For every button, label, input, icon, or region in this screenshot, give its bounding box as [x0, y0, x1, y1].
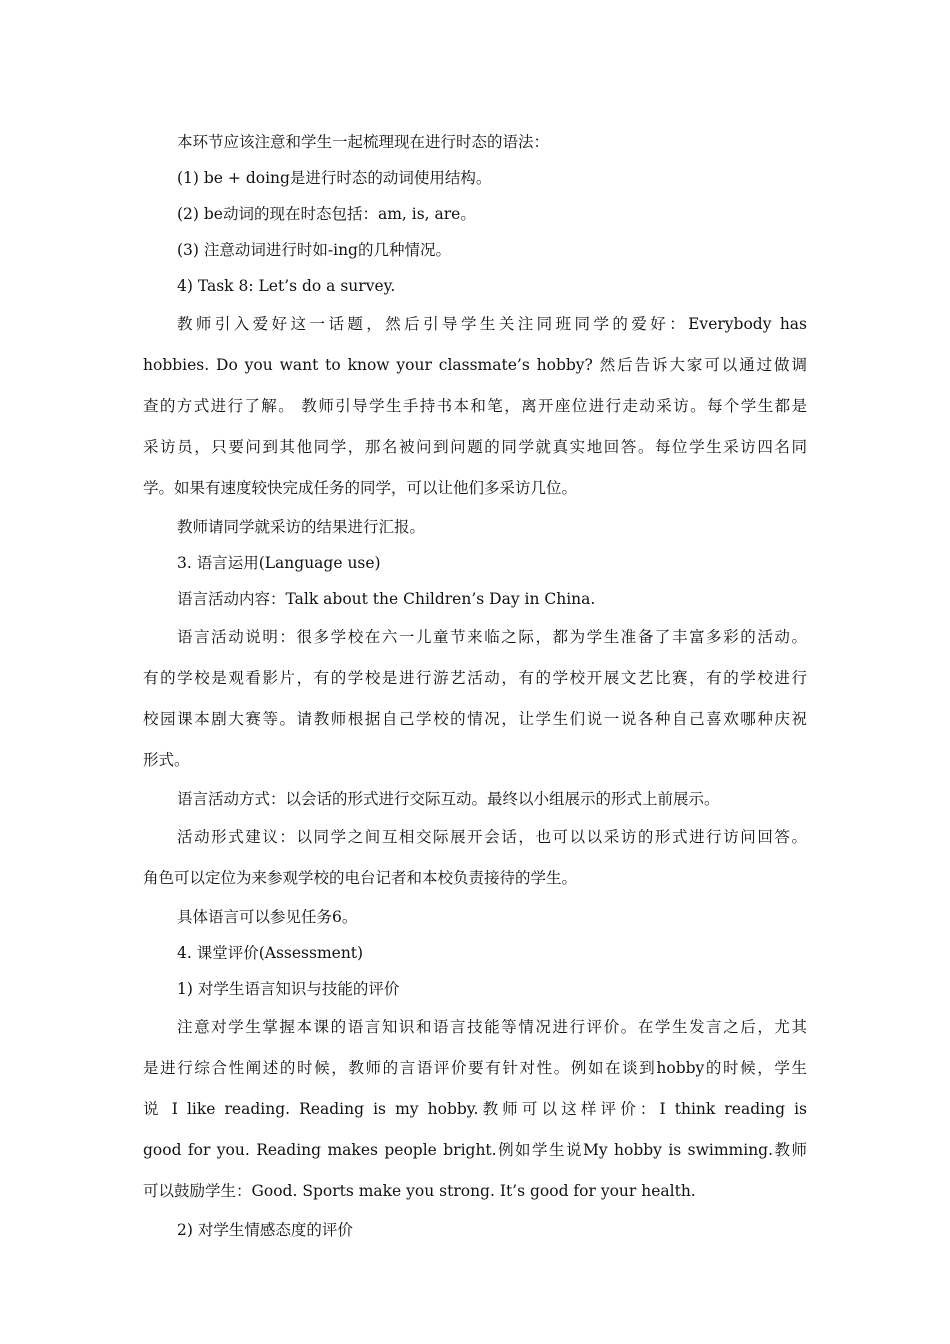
document-page [143, 124, 807, 1248]
text-line: 4) Task 8: Let’s do a survey. [177, 277, 396, 295]
text-line: 说 I like reading. Reading is my hobby.教师可以这样评价：I think reading is [143, 1100, 807, 1118]
text-line: 查的方式进行了解。 教师引导学生手持书本和笔，离开座位进行走动采访。每个学生都是 [143, 397, 807, 415]
text-line: good for you. Reading makes people bright.例如学生说My hobby is swimming.教师 [143, 1141, 807, 1159]
text-line: 有的学校是观看影片，有的学校是进行游艺活动，有的学校开展文艺比赛，有的学校进行 [143, 669, 807, 687]
text-line: (2) be动词的现在时态包括：am, is, are。 [177, 205, 476, 223]
text-line: 2) 对学生情感态度的评价 [177, 1221, 353, 1239]
text-line: 4. 课堂评价(Assessment) [177, 944, 364, 962]
text-line: 注意对学生掌握本课的语言知识和语言技能等情况进行评价。在学生发言之后，尤其 [177, 1018, 807, 1036]
text-line: 采访员，只要问到其他同学，那名被问到问题的同学就真实地回答。每位学生采访四名同 [143, 438, 807, 456]
text-line: 教师请同学就采访的结果进行汇报。 [177, 518, 426, 536]
text-line: 语言活动方式：以会话的形式进行交际互动。最终以小组展示的形式上前展示。 [177, 790, 720, 808]
text-line: 语言活动说明：很多学校在六一儿童节来临之际，都为学生准备了丰富多彩的活动。 [177, 628, 807, 646]
text-line: 是进行综合性阐述的时候，教师的言语评价要有针对性。例如在谈到hobby的时候，学生 [143, 1059, 807, 1077]
text-line: hobbies. Do you want to know your classmate’s hobby? 然后告诉大家可以通过做调 [143, 356, 807, 374]
text-line: (3) 注意动词进行时如-ing的几种情况。 [177, 241, 451, 259]
text-line: 活动形式建议：以同学之间互相交际展开会话，也可以以采访的形式进行访问回答。 [177, 828, 807, 846]
text-line: 校园课本剧大赛等。请教师根据自己学校的情况，让学生们说一说各种自己喜欢哪种庆祝 [143, 710, 807, 728]
text-line: 语言活动内容：Talk about the Children’s Day in China. [177, 590, 596, 608]
text-line: 角色可以定位为来参观学校的电台记者和本校负责接待的学生。 [143, 869, 578, 887]
text-line: 教师引入爱好这一话题，然后引导学生关注同班同学的爱好：Everybody has [177, 315, 807, 333]
text-line: 1) 对学生语言知识与技能的评价 [177, 980, 400, 998]
text-line: 可以鼓励学生：Good. Sports make you strong. It’s good for your health. [143, 1182, 696, 1200]
text-line: 本环节应该注意和学生一起梳理现在进行时态的语法： [177, 133, 550, 151]
text-line: 形式。 [143, 751, 190, 769]
text-line: (1) be + doing是进行时态的动词使用结构。 [177, 169, 492, 187]
text-line: 学。如果有速度较快完成任务的同学，可以让他们多采访几位。 [143, 479, 578, 497]
text-line: 3. 语言运用(Language use) [177, 554, 381, 572]
text-line: 具体语言可以参见任务6。 [177, 908, 358, 926]
